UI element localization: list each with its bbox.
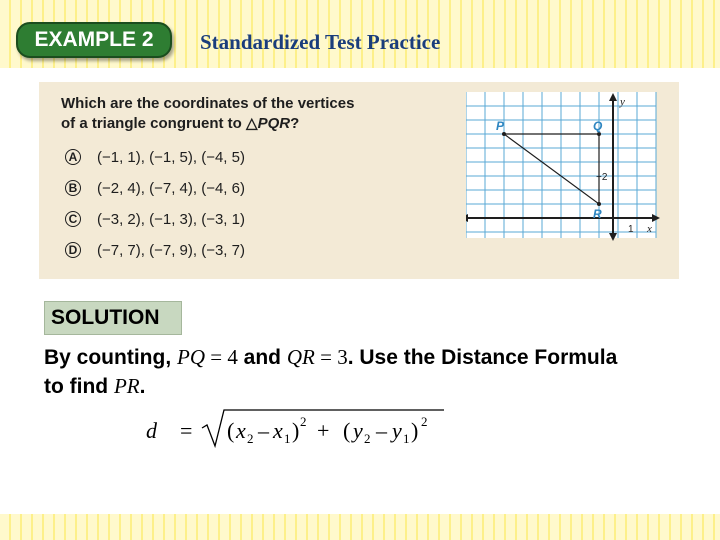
formula-y1: y [392, 418, 402, 443]
header-bar [0, 0, 720, 68]
solution-line-1 [44, 343, 714, 372]
qr-value: = 3 [314, 345, 348, 369]
formula-y2: y [353, 418, 363, 443]
formula-minus-2: – [376, 418, 387, 443]
solution-period: . [139, 375, 146, 398]
choice-d [65, 239, 245, 261]
question-text [61, 94, 421, 134]
segment-pr: PR [113, 374, 140, 398]
formula-y2-sub: 2 [364, 431, 371, 446]
choice-letter-c: C [65, 211, 81, 227]
solution-to-find: to find [44, 375, 114, 398]
formula-x2: x [236, 418, 246, 443]
formula-equals: = [180, 418, 193, 443]
page-title: Standardized Test Practice [200, 30, 441, 54]
label-q: Q [593, 119, 603, 133]
formula-svg [140, 402, 460, 452]
formula-open-1: ( [227, 418, 235, 443]
choice-letter-b: B [65, 180, 81, 196]
distance-formula [140, 402, 460, 452]
question-line-2 [61, 114, 421, 134]
formula-minus-1: – [258, 418, 269, 443]
choice-text-a: (−1, 1), (−1, 5), (−4, 5) [97, 148, 245, 166]
question-mark: ? [290, 115, 300, 132]
choice-c [65, 208, 245, 230]
y-tick-label-neg2: −2 [596, 172, 608, 183]
coordinate-graph [466, 92, 666, 242]
question-prefix: of a triangle congruent to [61, 115, 247, 132]
formula-x2-sub: 2 [247, 431, 254, 446]
y-axis-label: y [620, 96, 625, 108]
formula-square-2: 2 [421, 414, 428, 429]
solution-text [44, 343, 714, 401]
solution-distance-formula: . Use the Distance Formula [347, 346, 618, 369]
formula-close-1: ) [292, 418, 300, 443]
choice-letter-d: D [65, 242, 81, 258]
solution-line-2 [44, 372, 714, 401]
segment-qr: QR [286, 345, 315, 369]
segment-pq: PQ [177, 345, 205, 369]
formula-d: d [146, 418, 157, 443]
x-axis-arrow-left [466, 214, 468, 222]
footer-bar [0, 514, 720, 540]
question-line-1: Which are the coordinates of the vertices [61, 95, 355, 112]
choice-text-c: (−3, 2), (−1, 3), (−3, 1) [97, 210, 245, 228]
choice-b [65, 177, 245, 199]
choice-text-d: (−7, 7), (−7, 9), (−3, 7) [97, 241, 245, 259]
formula-x1-sub: 1 [284, 431, 291, 446]
solution-by-counting: By counting, [44, 346, 177, 369]
formula-y1-sub: 1 [403, 431, 410, 446]
formula-plus: + [317, 418, 330, 443]
example-badge: EXAMPLE 2 [16, 22, 172, 58]
problem-panel [39, 82, 679, 279]
choice-letter-a: A [65, 149, 81, 165]
formula-open-2: ( [343, 418, 351, 443]
formula-x1: x [273, 418, 283, 443]
graph-svg [466, 92, 666, 242]
triangle-name: PQR [257, 115, 291, 132]
formula-square-1: 2 [300, 414, 307, 429]
label-r: R [593, 207, 602, 221]
label-p: P [496, 119, 505, 133]
triangle-symbol: △ [246, 115, 258, 132]
choice-a [65, 146, 245, 168]
solution-label: SOLUTION [44, 301, 182, 335]
x-tick-label-1: 1 [628, 224, 634, 235]
pq-value: = 4 [205, 345, 238, 369]
point-r [597, 202, 601, 206]
solution-and: and [237, 346, 287, 369]
formula-close-2: ) [411, 418, 419, 443]
x-axis-label: x [647, 223, 652, 235]
choice-text-b: (−2, 4), (−7, 4), (−4, 6) [97, 179, 245, 197]
